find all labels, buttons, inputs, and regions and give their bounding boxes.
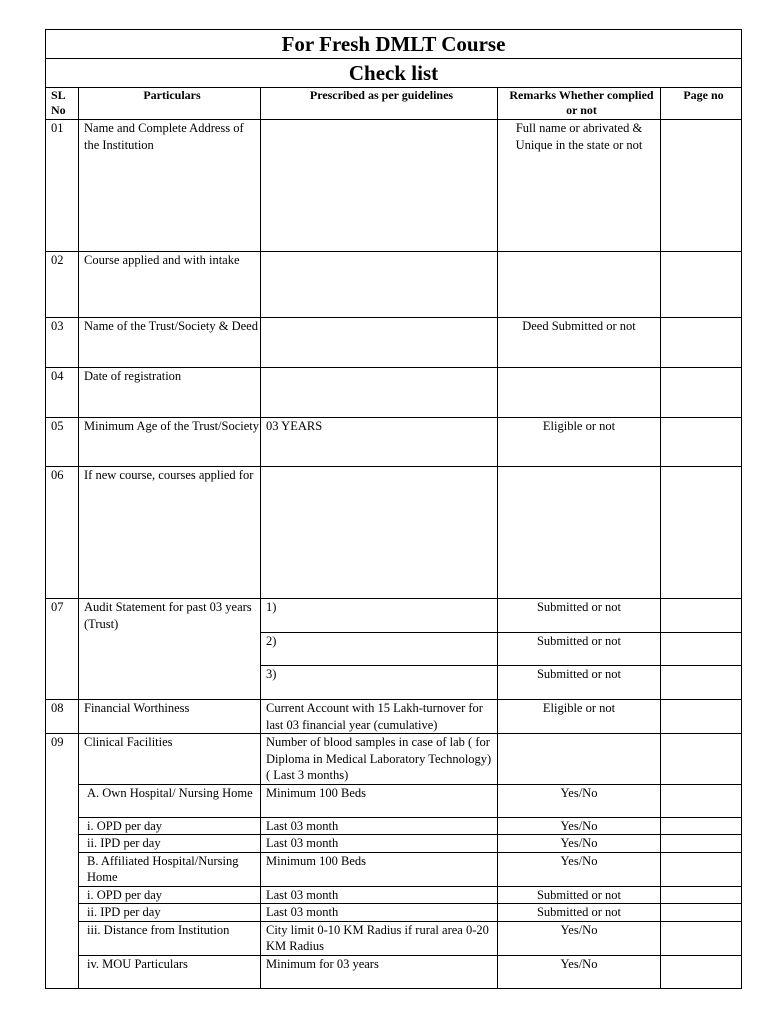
row-sl: 02: [46, 252, 79, 318]
row-prescribed: [261, 368, 498, 418]
table-row: [46, 418, 742, 467]
row-prescribed: 2): [261, 633, 498, 666]
row-remarks: Deed Submitted or not: [498, 318, 661, 368]
table-row: [46, 700, 742, 734]
row-remarks: Yes/No: [498, 921, 661, 955]
header-page-no: Page no: [661, 88, 742, 120]
row-particulars: B. Affiliated Hospital/Nursing Home: [79, 852, 261, 886]
row-remarks: Submitted or not: [498, 666, 661, 700]
table-row: [46, 467, 742, 599]
table-row: [46, 120, 742, 252]
header-sl: SL No: [46, 88, 79, 120]
row-page-no: [661, 852, 742, 886]
table-row: [46, 921, 742, 955]
row-page-no: [661, 921, 742, 955]
row-page-no: [661, 734, 742, 785]
row-remarks: [498, 252, 661, 318]
header-remarks: Remarks Whether complied or not: [498, 88, 661, 120]
header-particulars: Particulars: [79, 88, 261, 120]
row-prescribed: Last 03 month: [261, 835, 498, 853]
row-remarks: Eligible or not: [498, 418, 661, 467]
row-page-no: [661, 835, 742, 853]
row-page-no: [661, 120, 742, 252]
row-particulars: Minimum Age of the Trust/Society: [79, 418, 261, 467]
row-sl: 01: [46, 120, 79, 252]
row-prescribed: Minimum 100 Beds: [261, 852, 498, 886]
row-remarks: Yes/No: [498, 784, 661, 817]
row-remarks: Submitted or not: [498, 599, 661, 633]
table-row: [46, 318, 742, 368]
row-remarks: Submitted or not: [498, 633, 661, 666]
table-row: [46, 784, 742, 817]
row-page-no: [661, 418, 742, 467]
row-page-no: [661, 955, 742, 988]
row-particulars: Financial Worthiness: [79, 700, 261, 734]
row-particulars: Name of the Trust/Society & Deed: [79, 318, 261, 368]
row-page-no: [661, 784, 742, 817]
row-sl: 05: [46, 418, 79, 467]
row-particulars: iv. MOU Particulars: [79, 955, 261, 988]
row-remarks: [498, 734, 661, 785]
table-row: [46, 835, 742, 853]
row-remarks: Yes/No: [498, 852, 661, 886]
row-particulars: Date of registration: [79, 368, 261, 418]
row-prescribed: [261, 467, 498, 599]
row-remarks: Yes/No: [498, 955, 661, 988]
row-page-no: [661, 318, 742, 368]
row-page-no: [661, 252, 742, 318]
checklist-table: [45, 29, 742, 989]
row-sl: 08: [46, 700, 79, 734]
row-prescribed: Number of blood samples in case of lab ( for Diploma in Medical Laboratory Technology) ( Last 3 months): [261, 734, 498, 785]
row-prescribed: Minimum for 03 years: [261, 955, 498, 988]
row-prescribed: [261, 252, 498, 318]
row-page-no: [661, 666, 742, 700]
row-page-no: [661, 599, 742, 633]
row-prescribed: Minimum 100 Beds: [261, 784, 498, 817]
header-prescribed: Prescribed as per guidelines: [261, 88, 498, 120]
table-row: [46, 252, 742, 318]
row-remarks: Yes/No: [498, 835, 661, 853]
row-prescribed: 1): [261, 599, 498, 633]
row-particulars: ii. IPD per day: [79, 904, 261, 922]
row-page-no: [661, 817, 742, 835]
row-prescribed: Current Account with 15 Lakh-turnover for last 03 financial year (cumulative): [261, 700, 498, 734]
row-prescribed: [261, 318, 498, 368]
row-remarks: Eligible or not: [498, 700, 661, 734]
row-particulars: Name and Complete Address of the Institution: [79, 120, 261, 252]
row-prescribed: [261, 120, 498, 252]
row-page-no: [661, 467, 742, 599]
row-particulars: i. OPD per day: [79, 817, 261, 835]
row-particulars: Clinical Facilities: [79, 734, 261, 785]
header-row: [46, 88, 742, 120]
table-row: [46, 904, 742, 922]
table-row: [46, 817, 742, 835]
row-sl: 04: [46, 368, 79, 418]
row-page-no: [661, 633, 742, 666]
table-row: [46, 955, 742, 988]
table-row: [46, 852, 742, 886]
row-prescribed: City limit 0-10 KM Radius if rural area 0-20 KM Radius: [261, 921, 498, 955]
row-prescribed: Last 03 month: [261, 904, 498, 922]
row-page-no: [661, 700, 742, 734]
row-remarks: Submitted or not: [498, 886, 661, 904]
row-prescribed: 03 YEARS: [261, 418, 498, 467]
row-particulars: iii. Distance from Institution: [79, 921, 261, 955]
row-particulars: Course applied and with intake: [79, 252, 261, 318]
row-sl: 06: [46, 467, 79, 599]
table-row: [46, 368, 742, 418]
row-remarks: Submitted or not: [498, 904, 661, 922]
table-row: [46, 599, 742, 633]
row-particulars: A. Own Hospital/ Nursing Home: [79, 784, 261, 817]
row-prescribed: Last 03 month: [261, 817, 498, 835]
table-row: [46, 886, 742, 904]
row-page-no: [661, 368, 742, 418]
row-remarks: Yes/No: [498, 817, 661, 835]
row-particulars: i. OPD per day: [79, 886, 261, 904]
row-prescribed: Last 03 month: [261, 886, 498, 904]
row-page-no: [661, 904, 742, 922]
row-page-no: [661, 886, 742, 904]
row-sl: 07: [46, 599, 79, 700]
row-sl: 09: [46, 734, 79, 989]
row-particulars: If new course, courses applied for: [79, 467, 261, 599]
row-sl: 03: [46, 318, 79, 368]
row-remarks: [498, 467, 661, 599]
row-remarks: [498, 368, 661, 418]
document-subtitle: Check list: [46, 59, 742, 88]
row-particulars: ii. IPD per day: [79, 835, 261, 853]
document-title: For Fresh DMLT Course: [46, 30, 742, 59]
row-prescribed: 3): [261, 666, 498, 700]
row-remarks: Full name or abrivated & Unique in the state or not: [498, 120, 661, 252]
row-particulars: Audit Statement for past 03 years (Trust): [79, 599, 261, 700]
table-row: [46, 734, 742, 785]
